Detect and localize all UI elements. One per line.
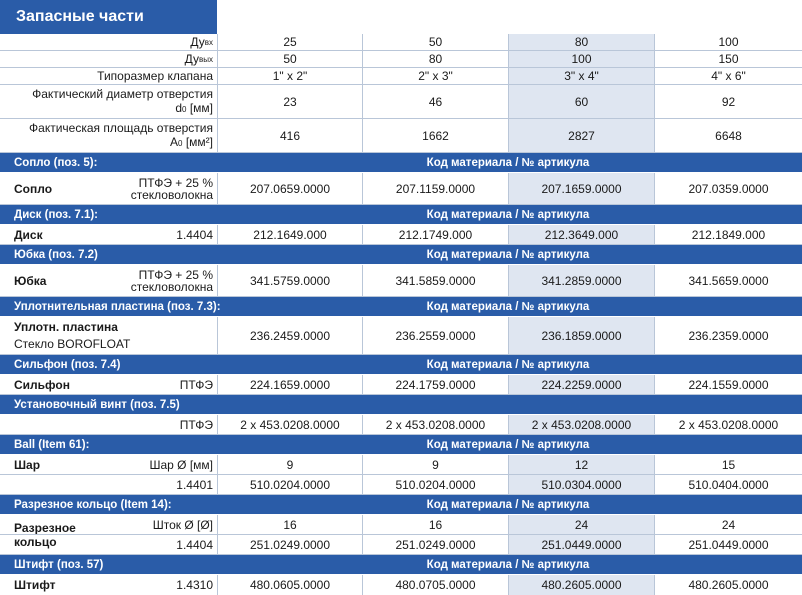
part-material: ПТФЭ + 25 % стекловолокна [130,175,213,202]
split-ring-block [0,515,802,555]
value-cell: 4" x 6" [654,68,802,84]
value-cell: 25 [217,34,362,50]
part-name: Уплотн. пластина [14,320,118,334]
article-cell: 2 x 453.0208.0000 [362,415,508,434]
article-cell: 236.2459.0000 [217,317,362,354]
part-material: 1.4401 [176,477,213,492]
article-cell: 251.0249.0000 [217,535,362,554]
value-cell: 2827 [508,119,654,152]
article-cell: 251.0249.0000 [362,535,508,554]
part-row [0,173,802,205]
spare-parts-table [0,34,802,595]
value-cell: 12 [508,455,654,474]
article-cell: 212.1749.000 [362,225,508,244]
value-cell: 92 [654,85,802,118]
value-cell: 9 [217,455,362,474]
code-header: Код материала / № артикула [426,156,590,169]
article-cell: 251.0449.0000 [508,535,654,554]
value-cell: 46 [362,85,508,118]
header-row-valve-size [0,68,802,85]
value-cell: 24 [654,515,802,534]
value-cell: 2" x 3" [362,68,508,84]
part-name: Сильфон [14,377,70,392]
article-cell: 510.0204.0000 [217,475,362,494]
value-cell: 100 [508,51,654,67]
part-material: 1.4310 [176,578,213,592]
header-row-diameter [0,85,802,119]
value-cell: 80 [362,51,508,67]
value-cell: 16 [217,515,362,534]
article-cell: 251.0449.0000 [654,535,802,554]
section-title: Сопло (поз. 5): [14,156,98,169]
section-title: Штифт (поз. 57) [14,558,104,571]
section-header-split-ring [0,495,802,515]
article-cell: 341.2859.0000 [508,265,654,296]
section-title: Уплотнительная пластина (поз. 7.3): [14,300,221,313]
article-cell: 341.5859.0000 [362,265,508,296]
section-header-seal-plate [0,297,802,317]
article-cell: 480.0705.0000 [362,575,508,595]
part-material: Стекло BOROFLOAT [14,337,131,351]
article-cell: 212.1649.000 [217,225,362,244]
article-cell: 207.1659.0000 [508,173,654,204]
part-name: Юбка [14,273,47,288]
section-header-bellows [0,355,802,375]
value-cell: 9 [362,455,508,474]
article-cell: 480.2605.0000 [654,575,802,595]
part-row [0,375,802,395]
section-title: Разрезное кольцо (Item 14): [14,498,172,511]
part-material: 1.4404 [176,227,213,242]
value-cell: 100 [654,34,802,50]
article-cell: 2 x 453.0208.0000 [217,415,362,434]
section-header-pin [0,555,802,575]
part-name: Разрезное кольцо [14,521,76,549]
article-cell: 2 x 453.0208.0000 [654,415,802,434]
value-cell: 16 [362,515,508,534]
article-cell: 207.0659.0000 [217,173,362,204]
page-title: Запасные части [0,0,217,34]
section-title: Сильфон (поз. 7.4) [14,358,121,371]
article-cell: 236.2559.0000 [362,317,508,354]
article-cell: 510.0304.0000 [508,475,654,494]
value-cell: 23 [217,85,362,118]
code-header: Код материала / № артикула [426,498,590,511]
code-header: Код материала / № артикула [426,300,590,313]
part-material: 1.4404 [176,537,213,552]
section-header-ball [0,435,802,455]
value-cell: 50 [362,34,508,50]
part-row [0,515,802,535]
part-material: ПТФЭ [179,417,213,432]
section-title: Установочный винт (поз. 7.5) [14,398,180,411]
value-cell: 6648 [654,119,802,152]
article-cell: 212.1849.000 [654,225,802,244]
part-material: ПТФЭ [179,377,213,392]
part-row [0,225,802,245]
part-material: Шток Ø [Ø] [152,517,213,532]
part-row [0,317,802,355]
value-cell: 416 [217,119,362,152]
article-cell: 341.5759.0000 [217,265,362,296]
part-row [0,265,802,297]
part-name: Сопло [14,181,53,196]
value-cell: 15 [654,455,802,474]
section-header-nozzle [0,153,802,173]
header-row-area [0,119,802,153]
code-header: Код материала / № артикула [426,438,590,451]
article-cell: 2 x 453.0208.0000 [508,415,654,434]
article-cell: 224.2259.0000 [508,375,654,394]
header-label: Фактический диаметр отверстия d0 [мм] [32,86,213,115]
section-header-skirt [0,245,802,265]
value-cell: 24 [508,515,654,534]
section-header-disc [0,205,802,225]
header-label: Фактическая площадь отверстия A0 [мм²] [29,120,213,149]
article-cell: 224.1659.0000 [217,375,362,394]
value-cell: 150 [654,51,802,67]
value-cell: 3" x 4" [508,68,654,84]
part-row [0,475,802,495]
part-row [0,415,802,435]
article-cell: 224.1759.0000 [362,375,508,394]
code-header: Код материала / № артикула [426,248,590,261]
value-cell: 1" x 2" [217,68,362,84]
header-label: Типоразмер клапана [97,69,213,83]
article-cell: 510.0404.0000 [654,475,802,494]
part-material: ПТФЭ + 25 % стекловолокна [130,267,213,294]
article-cell: 480.0605.0000 [217,575,362,595]
article-cell: 207.1159.0000 [362,173,508,204]
section-title: Ball (Item 61): [14,438,90,451]
section-header-set-screw [0,395,802,415]
code-header: Код материала / № артикула [426,358,590,371]
part-row [0,455,802,475]
value-cell: 80 [508,34,654,50]
article-cell: 510.0204.0000 [362,475,508,494]
part-name: Штифт [14,578,56,592]
part-row [0,575,802,595]
part-name: Шар [14,457,41,472]
header-row-dn-in [0,34,802,51]
article-cell: 480.2605.0000 [508,575,654,595]
header-row-dn-out [0,51,802,68]
part-material: Шар Ø [мм] [149,457,213,472]
article-cell: 224.1559.0000 [654,375,802,394]
article-cell: 341.5659.0000 [654,265,802,296]
header-label: Ду вх [190,35,213,49]
value-cell: 50 [217,51,362,67]
value-cell: 1662 [362,119,508,152]
value-cell: 60 [508,85,654,118]
article-cell: 236.2359.0000 [654,317,802,354]
article-cell: 212.3649.000 [508,225,654,244]
part-row [0,535,802,555]
header-label: Ду вых [184,52,213,66]
section-title: Юбка (поз. 7.2) [14,248,98,261]
code-header: Код материала / № артикула [426,558,590,571]
section-title: Диск (поз. 7.1): [14,208,99,221]
part-name: Диск [14,227,43,242]
code-header: Код материала / № артикула [426,208,590,221]
article-cell: 207.0359.0000 [654,173,802,204]
article-cell: 236.1859.0000 [508,317,654,354]
